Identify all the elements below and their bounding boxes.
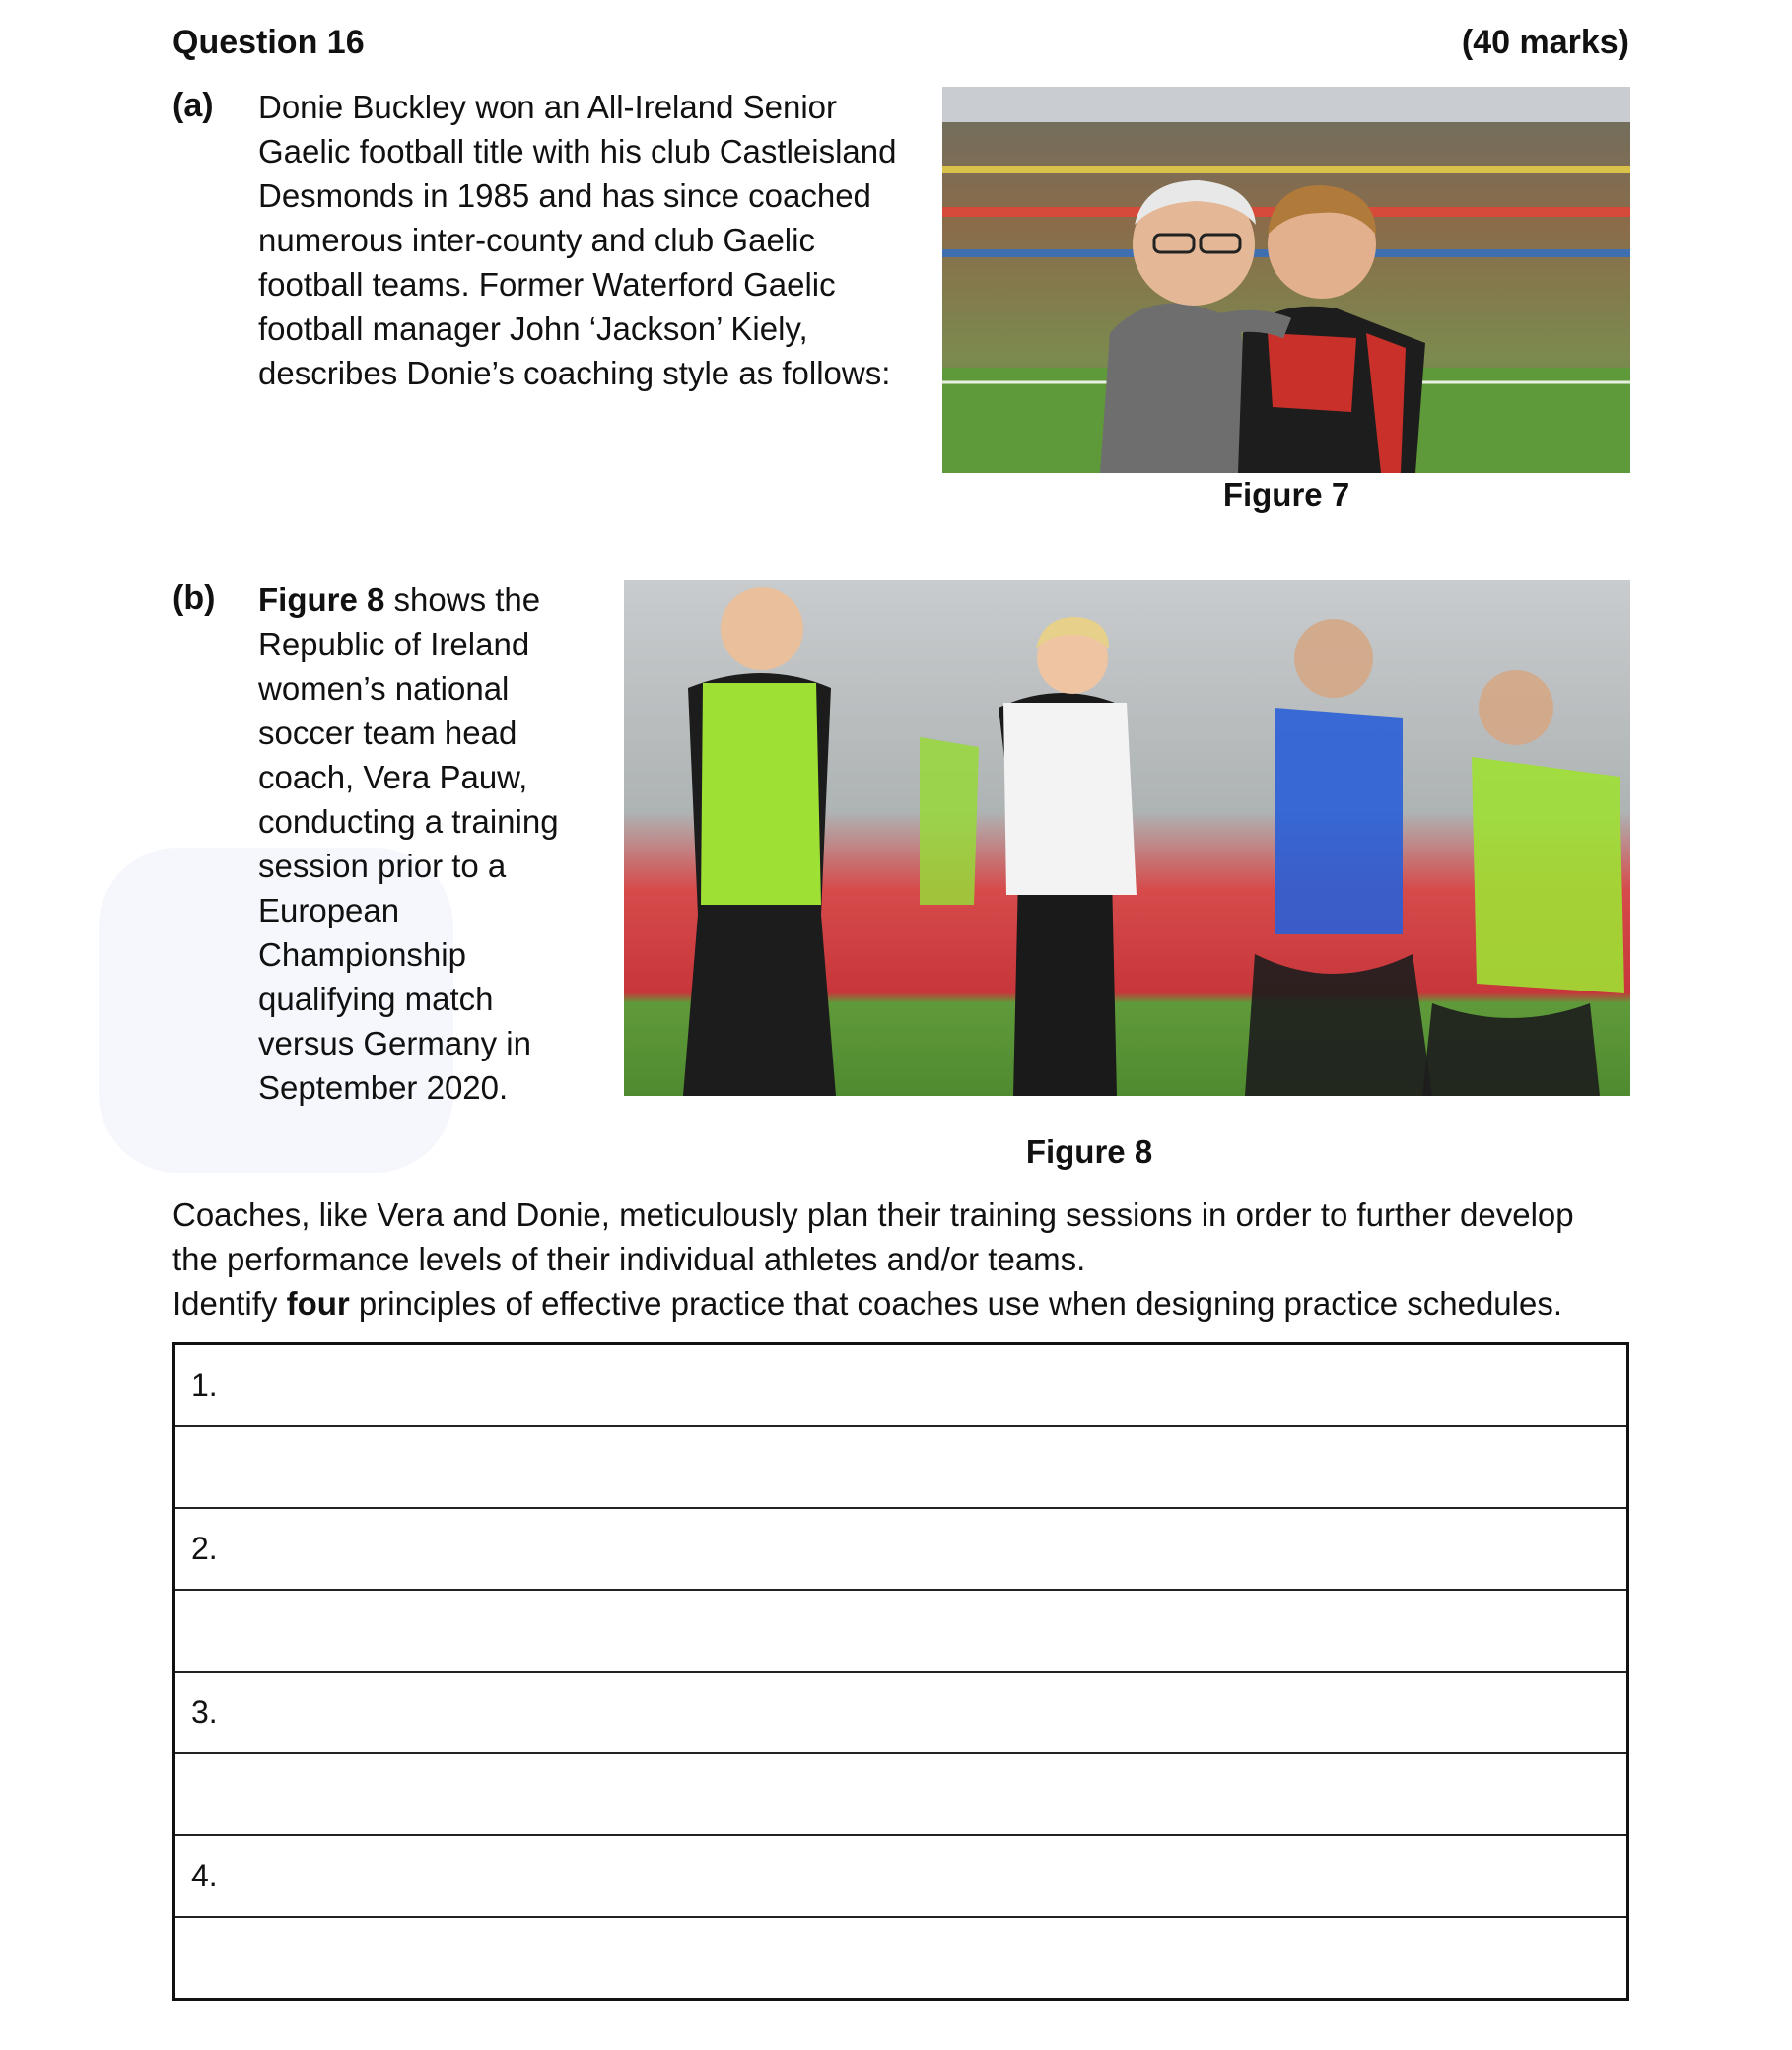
part-a-line: numerous inter-county and club Gaelic (258, 222, 815, 258)
answer-row[interactable] (175, 1754, 1626, 1836)
part-b-line: Republic of Ireland (258, 626, 530, 662)
part-a-line: Gaelic football title with his club Castleisland (258, 133, 897, 170)
answer-row[interactable] (175, 1918, 1626, 2000)
answer-row[interactable] (175, 1591, 1626, 1673)
part-b-line: qualifying match (258, 981, 494, 1017)
stadium-hug-image (942, 87, 1630, 473)
prompt-line-1: Coaches, like Vera and Donie, meticulously plan their training sessions in order to further develop (172, 1196, 1574, 1233)
answer-row[interactable] (175, 1673, 1626, 1754)
part-b-first-line (258, 578, 584, 622)
part-b-line: European (258, 892, 400, 928)
prompt-identify (172, 1281, 1651, 1326)
identify-pre: Identify (172, 1285, 287, 1322)
part-b-line: coach, Vera Pauw, (258, 759, 528, 795)
answer-row[interactable] (175, 1427, 1626, 1509)
answer-row[interactable] (175, 1509, 1626, 1591)
part-a-line: football teams. Former Waterford Gaelic (258, 266, 836, 303)
part-b-line: conducting a training (258, 803, 559, 840)
part-b-line: soccer team head (258, 715, 517, 751)
part-a-text (258, 85, 938, 395)
figure-8-photo (624, 580, 1630, 1096)
answer-number: 4. (191, 1858, 218, 1893)
answer-row[interactable] (175, 1836, 1626, 1918)
answer-number: 2. (191, 1531, 218, 1566)
answer-table (172, 1342, 1629, 2001)
part-b-first-line-rest: shows the (384, 581, 541, 618)
part-b-line: Championship (258, 936, 466, 973)
identify-bold: four (286, 1285, 350, 1322)
question-prompt (172, 1193, 1651, 1326)
figure-8-caption: Figure 8 (1025, 1133, 1153, 1170)
identify-post: principles of effective practice that coaches use when designing practice schedules. (349, 1285, 1562, 1322)
part-a-line: Donie Buckley won an All-Ireland Senior (258, 89, 837, 125)
part-a-line: football manager John ‘Jackson’ Kiely, (258, 310, 808, 347)
prompt-line-2: the performance levels of their individual athletes and/or teams. (172, 1241, 1086, 1277)
question-title: Question 16 (172, 24, 365, 61)
answer-number: 1. (191, 1367, 218, 1402)
part-a-line: Desmonds in 1985 and has since coached (258, 177, 871, 214)
answer-number: 3. (191, 1694, 218, 1730)
training-session-image (624, 580, 1630, 1096)
part-b-text (258, 578, 584, 1110)
figure-7-caption: Figure 7 (1222, 476, 1350, 512)
part-b-label: (b) (172, 580, 216, 617)
question-marks: (40 marks) (1461, 24, 1629, 61)
part-b-line: versus Germany in (258, 1025, 531, 1061)
part-b-line: September 2020. (258, 1069, 509, 1106)
part-b-line: women’s national (258, 670, 510, 707)
part-b-line: session prior to a (258, 848, 507, 884)
part-a-line: describes Donie’s coaching style as follows: (258, 355, 891, 391)
part-a-label: (a) (172, 87, 214, 124)
figure-8-ref: Figure 8 (258, 581, 385, 618)
answer-row[interactable] (175, 1345, 1626, 1427)
figure-7-photo (942, 87, 1630, 473)
